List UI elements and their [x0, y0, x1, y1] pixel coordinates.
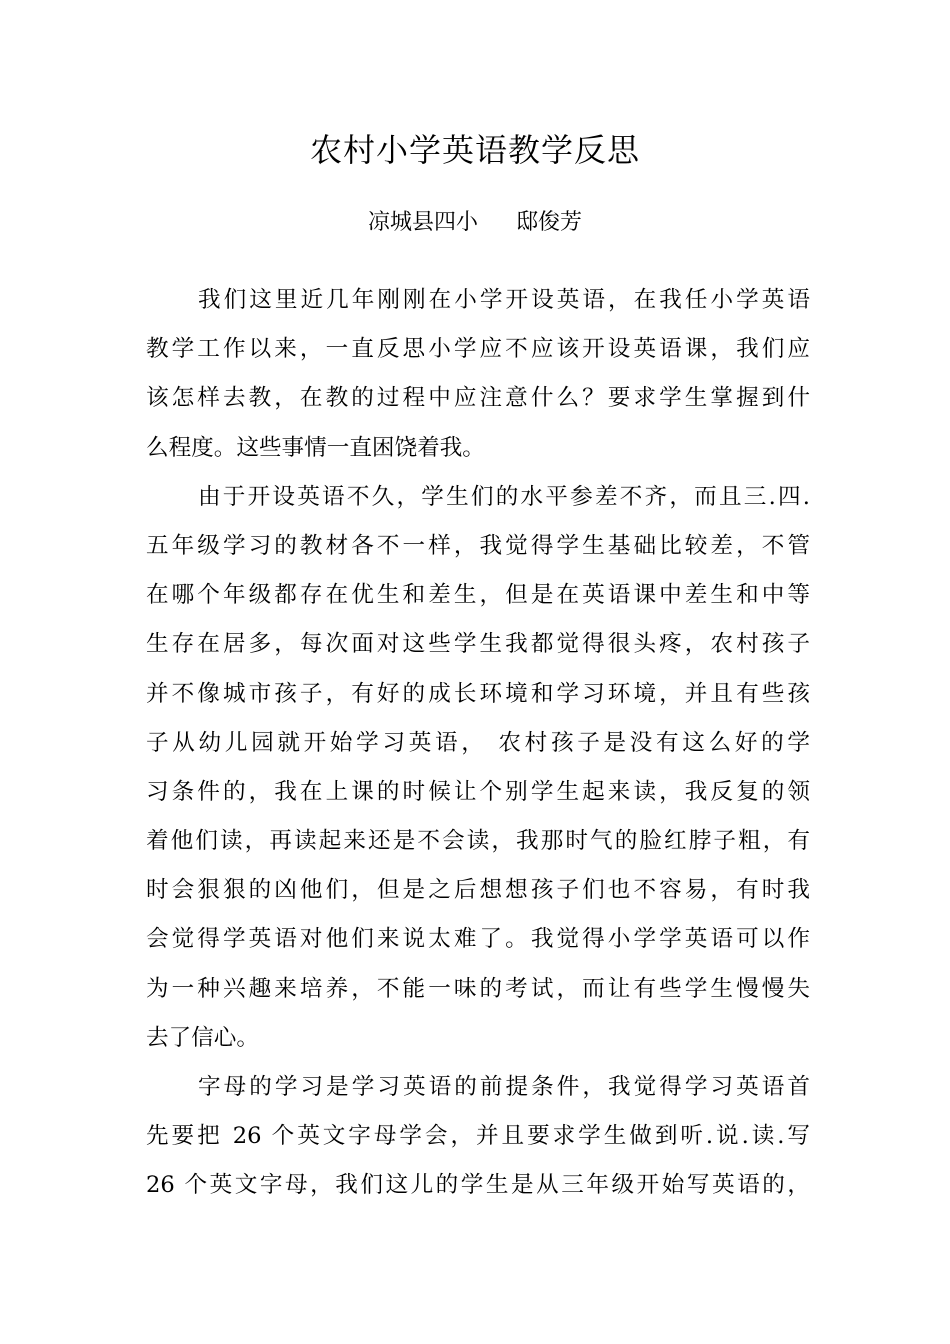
text-line: 着他们读，再读起来还是不会读，我那时气的脸红脖子粗，有: [146, 828, 810, 855]
text-line: 生存在居多，每次面对这些学生我都觉得很头疼，农村孩子: [146, 631, 810, 658]
text-line: 26 个英文字母，我们这儿的学生是从三年级开始写英语的，: [146, 1172, 810, 1199]
text-line: 时会狠狠的凶他们，但是之后想想孩子们也不容易，有时我: [146, 877, 810, 904]
byline-school: 凉城县四小: [367, 210, 478, 235]
text-line: 么程度。这些事情一直困饶着我。: [146, 434, 485, 461]
text-line: 子从幼儿园就开始学习英语， 农村孩子是没有这么好的学: [146, 729, 810, 756]
text-line: 五年级学习的教材各不一样，我觉得学生基础比较差，不管: [146, 532, 810, 559]
byline-author: 邸俊芳: [516, 210, 583, 235]
byline: [0, 205, 950, 241]
text-line: 会觉得学英语对他们来说太难了。我觉得小学学英语可以作: [146, 926, 810, 953]
paragraph: [146, 276, 810, 473]
paragraph: [146, 1063, 810, 1211]
text-line: 该怎样去教，在教的过程中应注意什么？要求学生掌握到什: [146, 385, 810, 412]
text-line: 我们这里近几年刚刚在小学开设英语，在我任小学英语: [198, 287, 810, 313]
text-line: 由于开设英语不久，学生们的水平参差不齐，而且三.四.: [198, 483, 810, 510]
text-line: 习条件的，我在上课的时候让个别学生起来读，我反复的领: [146, 778, 810, 805]
text-line: 先要把 26 个英文字母学会，并且要求学生做到听.说.读.写: [146, 1123, 810, 1150]
body-text: [146, 276, 810, 1211]
text-line: 并不像城市孩子，有好的成长环境和学习环境，并且有些孩: [146, 680, 810, 707]
text-line: 为一种兴趣来培养，不能一味的考试，而让有些学生慢慢失: [146, 975, 810, 1002]
text-line: 字母的学习是学习英语的前提条件，我觉得学习英语首: [198, 1074, 810, 1100]
paragraph: [146, 473, 810, 1063]
text-line: 教学工作以来，一直反思小学应不应该开设英语课，我们应: [146, 336, 810, 363]
text-line: 在哪个年级都存在优生和差生，但是在英语课中差生和中等: [146, 582, 810, 609]
document-title: 农村小学英语教学反思: [309, 131, 640, 169]
text-line: 去了信心。: [146, 1024, 259, 1051]
